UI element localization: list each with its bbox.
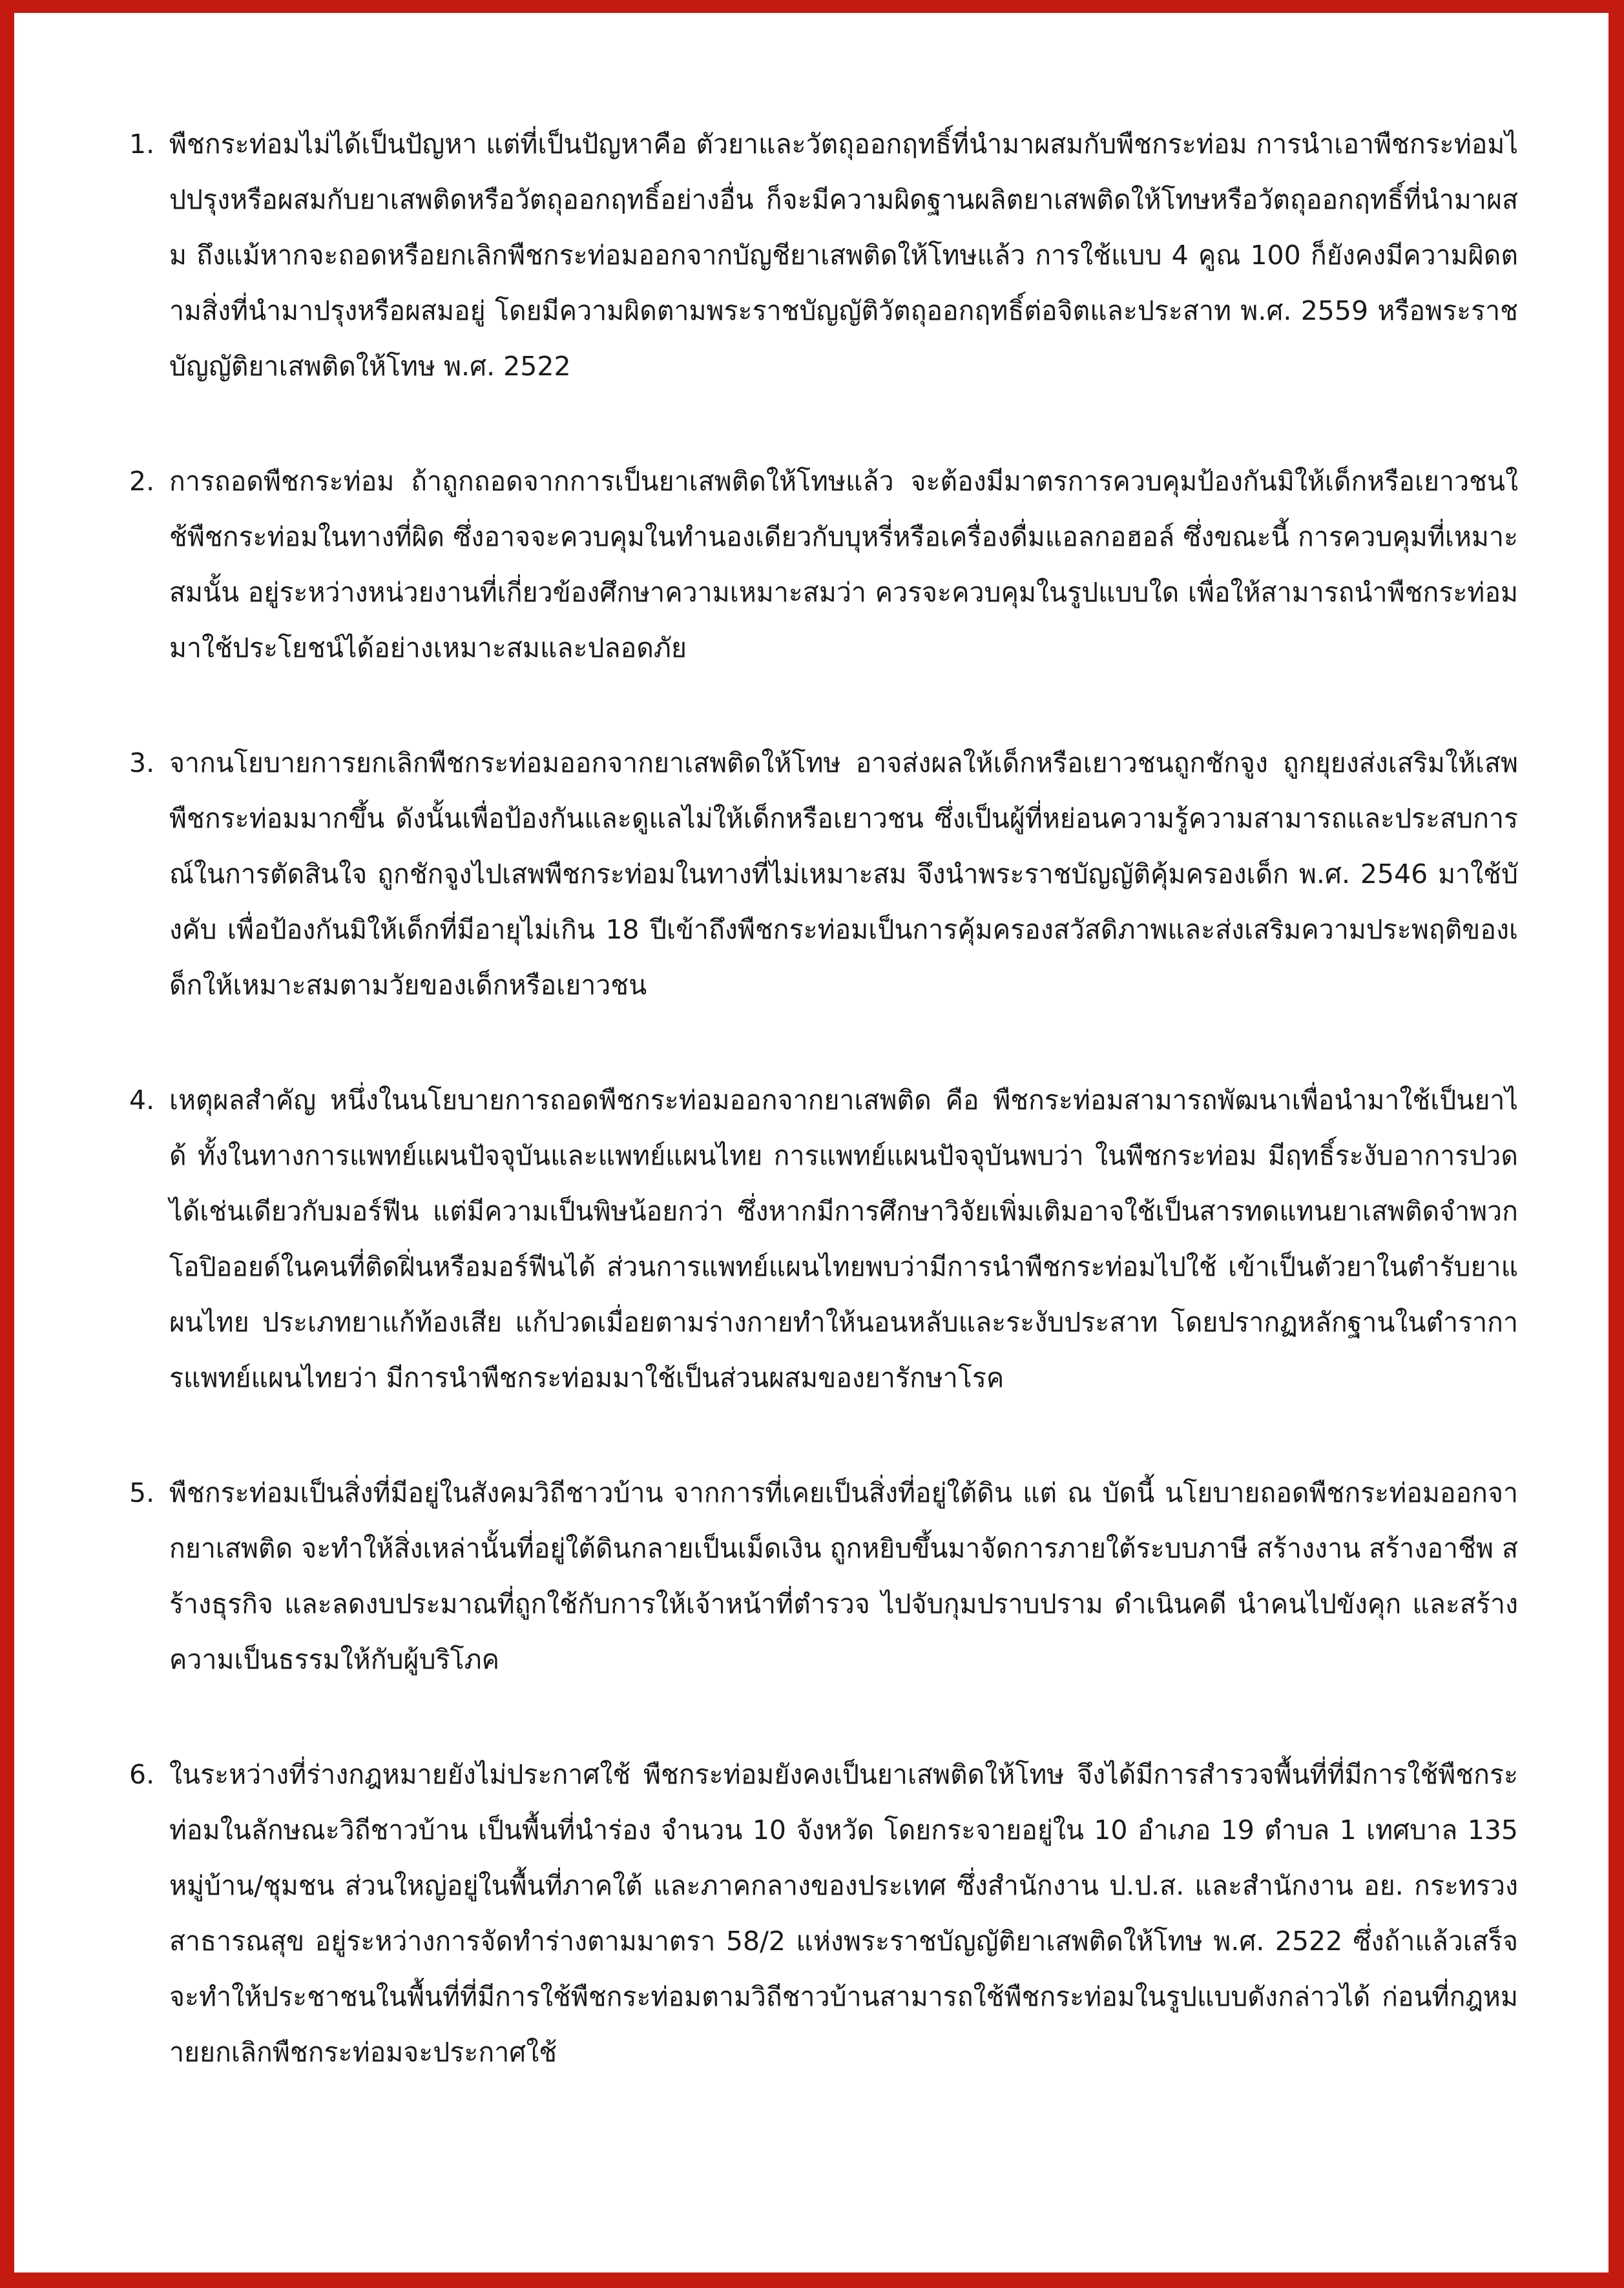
item-text: การถอดพืชกระท่อม ถ้าถูกถอดจากการเป็นยาเสพติดให้โทษแล้ว จะต้องมีมาตรการควบคุมป้องกันมิให้เด็กหรือเยาวชนใช้พืชกระท่อมในทางที่ผิด ซึ่งอาจจะควบคุมในทำนองเดียวกับบุหรี่หรือเครื่องดื่มแอลกอฮอล์ ซึ่งขณะนี้ การควบคุมที่เหมาะสมนั้น อยู่ระหว่างหน่วยงานที่เกี่ยวข้องศึกษาความเหมาะสมว่า ควรจะควบคุมในรูปแบบใด เพื่อให้สามารถนำพืชกระท่อมมาใช้ประโยชน์ได้อย่างเหมาะสมและปลอดภัย (169, 466, 1518, 663)
item-text: พืชกระท่อมเป็นสิ่งที่มีอยู่ในสังคมวิถีชาวบ้าน จากการที่เคยเป็นสิ่งที่อยู่ใต้ดิน แต่ ณ บัดนี้ นโยบายถอดพืชกระท่อมออกจากยาเสพติด จะทำให้สิ่งเหล่านั้นที่อยู่ใต้ดินกลายเป็นเม็ดเงิน ถูกหยิบขึ้นมาจัดการภายใต้ระบบภาษี สร้างงาน สร้างอาชีพ สร้างธุรกิจ และลดงบประมาณที่ถูกใช้กับการให้เจ้าหน้าที่ตำรวจ ไปจับกุมปราบปราม ดำเนินคดี นำคนไปขังคุก และสร้างความเป็นธรรมให้กับผู้บริโภค (169, 1477, 1518, 1675)
list-item-2 (129, 453, 1518, 676)
item-text: ในระหว่างที่ร่างกฎหมายยังไม่ประกาศใช้ พืชกระท่อมยังคงเป็นยาเสพติดให้โทษ จึงได้มีการสำรวจพื้นที่ที่มีการใช้พืชกระท่อมในลักษณะวิถีชาวบ้าน เป็นพื้นที่นำร่อง จำนวน 10 จังหวัด โดยกระจายอยู่ใน 10 อำเภอ 19 ตำบล 1 เทศบาล 135 หมู่บ้าน/ชุมชน ส่วนใหญ่อยู่ในพื้นที่ภาคใต้ และภาคกลางของประเทศ ซึ่งสำนักงาน ป.ป.ส. และสำนักงาน อย. กระทรวงสาธารณสุข อยู่ระหว่างการจัดทำร่างตามมาตรา 58/2 แห่งพระราชบัญญัติยาเสพติดให้โทษ พ.ศ. 2522 ซึ่งถ้าแล้วเสร็จจะทำให้ประชาชนในพื้นที่ที่มีการใช้พืชกระท่อมตามวิถีชาวบ้านสามารถใช้พืชกระท่อมในรูปแบบดังกล่าวได้ ก่อนที่กฎหมายยกเลิกพืชกระท่อมจะประกาศใช้ (169, 1759, 1518, 2068)
list-item-4 (129, 1072, 1518, 1406)
item-number: 1. (129, 129, 155, 160)
item-number: 6. (129, 1759, 155, 1790)
list-item-6 (129, 1747, 1518, 2080)
list-item-1 (129, 116, 1518, 394)
item-text: เหตุผลสำคัญ หนึ่งในนโยบายการถอดพืชกระท่อมออกจากยาเสพติด คือ พืชกระท่อมสามารถพัฒนาเพื่อนำมาใช้เป็นยาได้ ทั้งในทางการแพทย์แผนปัจจุบันและแพทย์แผนไทย การแพทย์แผนปัจจุบันพบว่า ในพืชกระท่อม มีฤทธิ์ระงับอาการปวดได้เช่นเดียวกับมอร์ฟีน แต่มีความเป็นพิษน้อยกว่า ซึ่งหากมีการศึกษาวิจัยเพิ่มเติมอาจใช้เป็นสารทดแทนยาเสพติดจำพวกโอปิออยด์ในคนที่ติดฝิ่นหรือมอร์ฟีนได้ ส่วนการแพทย์แผนไทยพบว่ามีการนำพืชกระท่อมไปใช้ เข้าเป็นตัวยาในตำรับยาแผนไทย ประเภทยาแก้ท้องเสีย แก้ปวดเมื่อยตามร่างกายทำให้นอนหลับและระงับประสาท โดยปรากฏหลักฐานในตำราการแพทย์แผนไทยว่า มีการนำพืชกระท่อมมาใช้เป็นส่วนผสมของยารักษาโรค (169, 1085, 1518, 1393)
item-number: 4. (129, 1085, 155, 1116)
item-text: พืชกระท่อมไม่ได้เป็นปัญหา แต่ที่เป็นปัญหาคือ ตัวยาและวัตถุออกฤทธิ์ที่นำมาผสมกับพืชกระท่อม การนำเอาพืชกระท่อมไปปรุงหรือผสมกับยาเสพติดหรือวัตถุออกฤทธิ์อย่างอื่น ก็จะมีความผิดฐานผลิตยาเสพติดให้โทษหรือวัตถุออกฤทธิ์ที่นำมาผสม ถึงแม้หากจะถอดหรือยกเลิกพืชกระท่อมออกจากบัญชียาเสพติดให้โทษแล้ว การใช้แบบ 4 คูณ 100 ก็ยังคงมีความผิดตามสิ่งที่นำมาปรุงหรือผสมอยู่ โดยมีความผิดตามพระราชบัญญัติวัตถุออกฤทธิ์ต่อจิตและประสาท พ.ศ. 2559 หรือพระราชบัญญัติยาเสพติดให้โทษ พ.ศ. 2522 (169, 129, 1518, 382)
item-number: 5. (129, 1477, 155, 1508)
numbered-list (129, 116, 1518, 2139)
document-page (14, 13, 1608, 2272)
item-number: 2. (129, 466, 155, 497)
list-item-5 (129, 1465, 1518, 1687)
item-number: 3. (129, 747, 155, 778)
list-item-3 (129, 735, 1518, 1013)
item-text: จากนโยบายการยกเลิกพืชกระท่อมออกจากยาเสพติดให้โทษ อาจส่งผลให้เด็กหรือเยาวชนถูกชักจูง ถูกยุยงส่งเสริมให้เสพพืชกระท่อมมากขึ้น ดังนั้นเพื่อป้องกันและดูแลไม่ให้เด็กหรือเยาวชน ซึ่งเป็นผู้ที่หย่อนความรู้ความสามารถและประสบการณ์ในการตัดสินใจ ถูกชักจูงไปเสพพืชกระท่อมในทางที่ไม่เหมาะสม จึงนำพระราชบัญญัติคุ้มครองเด็ก พ.ศ. 2546 มาใช้บังคับ เพื่อป้องกันมิให้เด็กที่มีอายุไม่เกิน 18 ปีเข้าถึงพืชกระท่อมเป็นการคุ้มครองสวัสดิภาพและส่งเสริมความประพฤติของเด็กให้เหมาะสมตามวัยของเด็กหรือเยาวชน (169, 747, 1518, 1001)
